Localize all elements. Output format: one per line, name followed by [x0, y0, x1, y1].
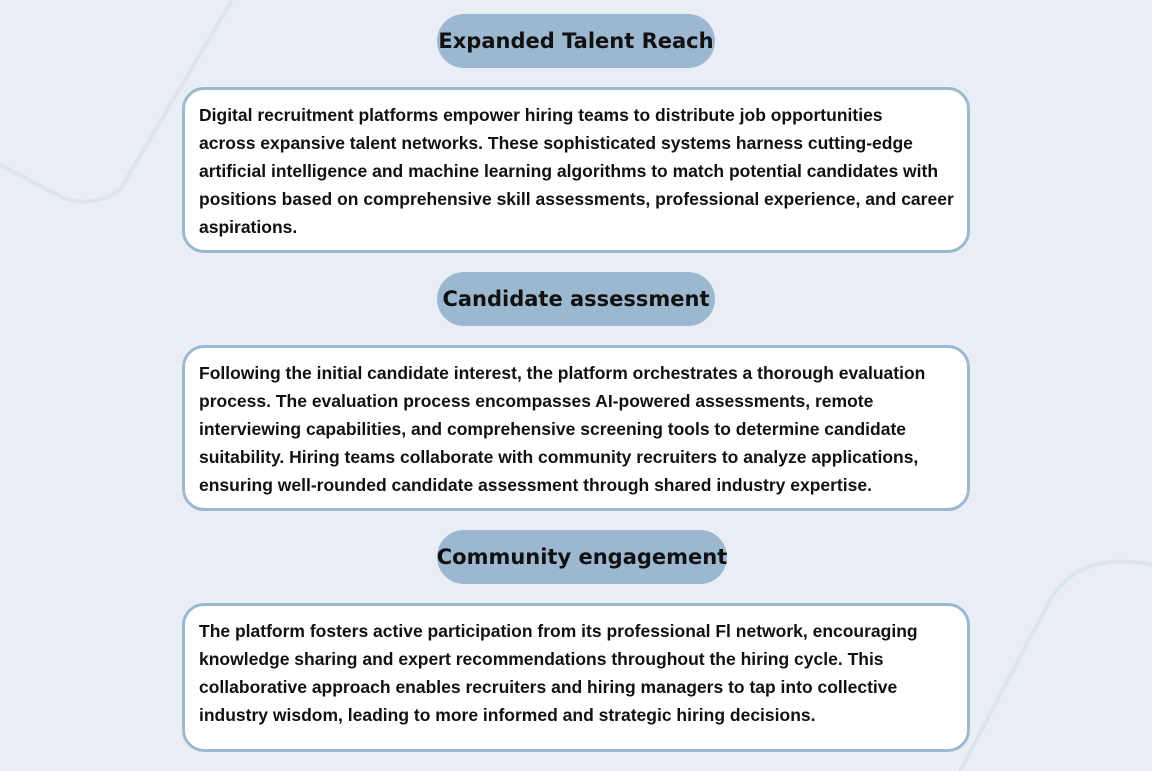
card-text-line: Following the initial candidate interest, the platform orchestrates a thorough evaluation: [199, 363, 926, 383]
card-text-line: interviewing capabilities, and comprehensive screening tools to determine candidate: [199, 419, 906, 439]
card-text-line: The platform fosters active participation from its professional Fl network, encouraging: [199, 621, 918, 641]
card-text-line: Digital recruitment platforms empower hiring teams to distribute job opportunities: [199, 105, 883, 125]
card-text-line: collaborative approach enables recruiters and hiring managers to tap into collective: [199, 677, 898, 697]
section-title-expanded-talent-reach: Expanded Talent Reach: [437, 14, 715, 68]
card-text-line: suitability. Hiring teams collaborate with community recruiters to analyze applications,: [199, 447, 919, 467]
card-text-line: process. The evaluation process encompasses AI-powered assessments, remote: [199, 391, 874, 411]
section-title-candidate-assessment: Candidate assessment: [437, 272, 715, 326]
card-text-line: ensuring well-rounded candidate assessment through shared industry expertise.: [199, 475, 872, 495]
card-text-line: positions based on comprehensive skill assessments, professional experience, and career: [199, 189, 954, 209]
card-text-line: artificial intelligence and machine learning algorithms to match potential candidates with: [199, 161, 939, 181]
section-card-candidate-assessment: [182, 345, 970, 511]
card-text-line: knowledge sharing and expert recommendations throughout the hiring cycle. This: [199, 649, 884, 669]
section-card-community-engagement: [182, 603, 970, 752]
card-text-line: aspirations.: [199, 217, 298, 237]
section-title-community-engagement: Community engagement: [437, 530, 727, 584]
card-text-line: across expansive talent networks. These sophisticated systems harness cutting-edge: [199, 133, 913, 153]
card-text-line: industry wisdom, leading to more informed and strategic hiring decisions.: [199, 705, 816, 725]
section-card-expanded-talent-reach: [182, 87, 970, 253]
